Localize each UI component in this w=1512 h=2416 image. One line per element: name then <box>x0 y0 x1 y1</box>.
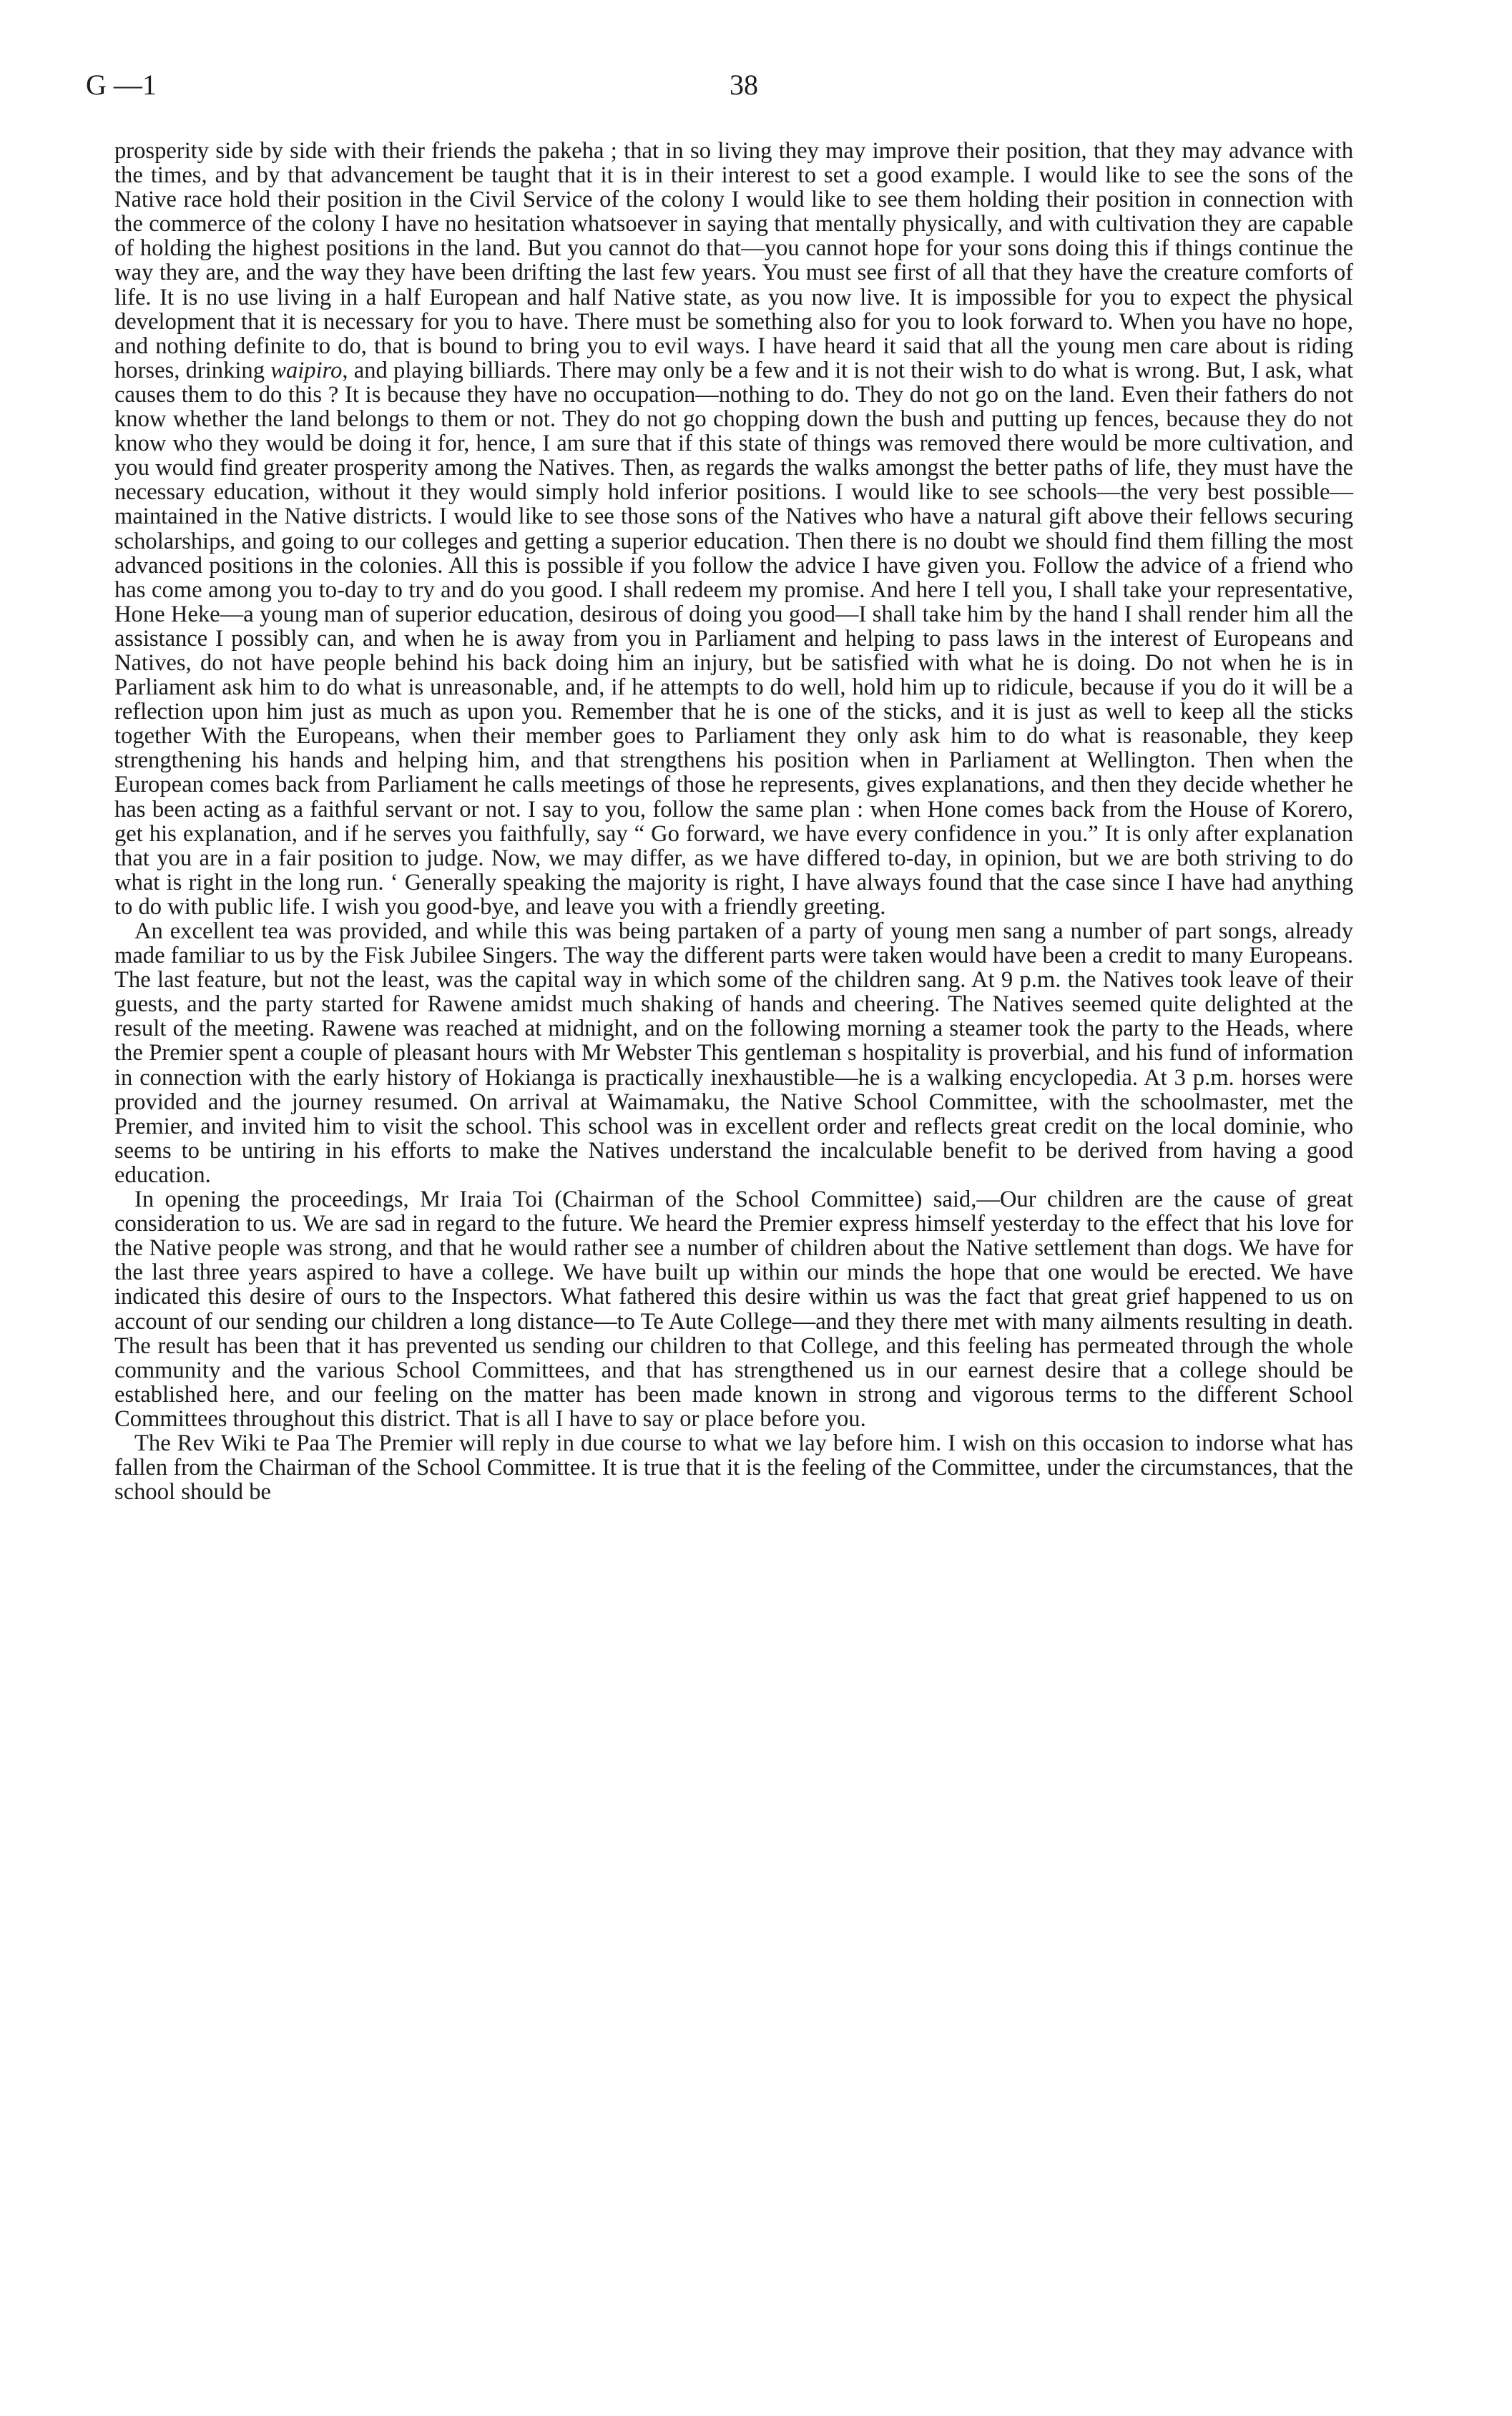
paragraph-tea <box>114 919 1353 1187</box>
page-number: 38 <box>730 69 758 101</box>
section-reference: G —1 <box>86 69 157 101</box>
italic-term: waipiro <box>270 357 343 383</box>
paragraph-text: The Rev Wiki te Paa The Premier will reply in due course to what we lay before him. I wish on this occasion to indorse what has fallen from the Chairman of the School Committee. It is true that it is the feeling of the Committee, under the circumstances, that the school should be <box>114 1430 1353 1506</box>
page-header <box>86 68 1419 111</box>
paragraph-rev-wiki <box>114 1431 1353 1504</box>
paragraph-text: prosperity side by side with their friends the pakeha ; that in so living they may improve their position, that they may advance with the times, and by that advancement be taught that it is in their interest to set a good example. I would like to see the sons of the Native race hold their position in the Civil Service of the colony I would like to see them holding their position in connection with the commerce of the colony I have no hesitation whatsoever in saying that mentally physically, and with cultivation they are capable of holding the highest positions in the land. But you cannot do that—you cannot hope for your sons doing this if things continue the way they are, and the way they have been drifting the last few years. You must see first of all that they have the creature comforts of life. It is no use living in a half European and half Native state, as you now live. It is impossible for you to expect the physical development that it is necessary for you to have. There must be something also for you to look forward to. When you have no hope, and nothing definite to do, that is bound to bring you to evil ways. I have heard it said that all the young men care about is riding horses, drinking <box>114 138 1353 383</box>
paragraph-proceedings <box>114 1187 1353 1431</box>
paragraph-text: In opening the proceedings, Mr Iraia Toi (Chairman of the School Committee) said,—Our children are the cause of great consideration to us. We are sad in regard to the future. We heard the Premier express himself yesterday to the effect that his love for the Native people was strong, and that he would rather see a number of children about the Native settlement than dogs. We have for the last three years aspired to have a college. We have built up within our minds the hope that one would be erected. We have indicated this desire of ours to the Inspectors. What fathered this desire within us was the fact that great grief happened to us on account of our sending our children a long distance—to Te Aute College—and they there met with many ailments resulting in death. The result has been that it has prevented us sending our children to that College, and this feeling has permeated through the whole community and the various School Committees, and that has strengthened us in our earnest desire that a college should be established here, and our feeling on the matter has been made known in strong and vigorous terms to the different School Committees throughout this district. That is all I have to say or place before you. <box>114 1187 1353 1432</box>
paragraph-text: , and playing billiards. There may only be a few and it is not their wish to do what is wrong. But, I ask, what causes them to do this ? It is because they have no occupation—nothing to do. They do not go on the land. Even their fathers do not know whether the land belongs to them or not. They do not go chopping down the bush and putting up fences, because they do not know who they would be doing it for, hence, I am sure that if this state of things was removed there would be more cultivation, and you would find greater prosperity among the Natives. Then, as regards the walks amongst the better paths of life, they must have the necessary education, without it they would simply hold inferior positions. I would like to see schools—the very best possible—maintained in the Native districts. I would like to see those sons of the Natives who have a natural gift above their fellows securing scholarships, and going to our colleges and getting a superior education. Then there is no doubt we should find them filling the most advanced positions in the colonies. All this is possible if you follow the advice I have given you. Follow the advice of a friend who has come among you to-day to try and do you good. I shall redeem my promise. And here I tell you, I shall take your representative, Hone Heke—a young man of superior education, desirous of doing you good—I shall take him by the hand I shall render him all the assistance I possibly can, and when he is away from you in Parliament and helping to pass laws in the interest of Europeans and Natives, do not have people behind his back doing him an injury, but be satisfied with what he is doing. Do not when he is in Parliament ask him to do what is unreasonable, and, if he attempts to do well, hold him up to ridicule, because if you do it will be a reflection upon him just as much as upon you. Remember that he is one of the sticks, and it is just as well to keep all the sticks together With the Europeans, when their member goes to Parliament they only ask him to do what is reasonable, they keep strengthening his hands and helping him, and that strengthens his position when in Parliament at Wellington. Then when the European comes back from Parliament he calls meetings of those he represents, gives explanations, and then they decide whether he has been acting as a faithful servant or not. I say to you, follow the same plan : when Hone comes back from the House of Korero, get his explanation, and if he serves you faithfully, say “ Go forward, we have every confidence in you.” It is only after explanation that you are in a fair position to judge. Now, we may differ, as we have differed to-day, in opinion, but we are both striving to do what is right in the long run. ‘ Generally speaking the majority is right, I have always found that the case since I have had anything to do with public life. I wish you good-bye, and leave you with a friendly greeting. <box>114 357 1353 920</box>
paragraph-speech <box>114 139 1353 919</box>
paragraph-text: An excellent tea was provided, and while this was being partaken of a party of young men sang a number of part songs, already made familiar to us by the Fisk Jubilee Singers. The way the different parts were taken would have been a credit to many Europeans. The last feature, but not the least, was the capital way in which some of the children sang. At 9 p.m. the Natives took leave of their guests, and the party started for Rawene amidst much shaking of hands and cheering. The Natives seemed quite delighted at the result of the meeting. Rawene was reached at midnight, and on the following morning a steamer took the party to the Heads, where the Premier spent a couple of pleasant hours with Mr Webster This gentleman s hospitality is proverbial, and his fund of information in connection with the early history of Hokianga is practically inexhaustible—he is a walking encyclopedia. At 3 p.m. horses were provided and the journey resumed. On arrival at Waimamaku, the Native School Committee, with the schoolmaster, met the Premier, and invited him to visit the school. This school was in excellent order and reflects great credit on the local dominie, who seems to be untiring in his efforts to make the Natives understand the incalculable benefit to be derived from having a good education. <box>114 918 1353 1188</box>
body-text <box>114 139 1353 1504</box>
